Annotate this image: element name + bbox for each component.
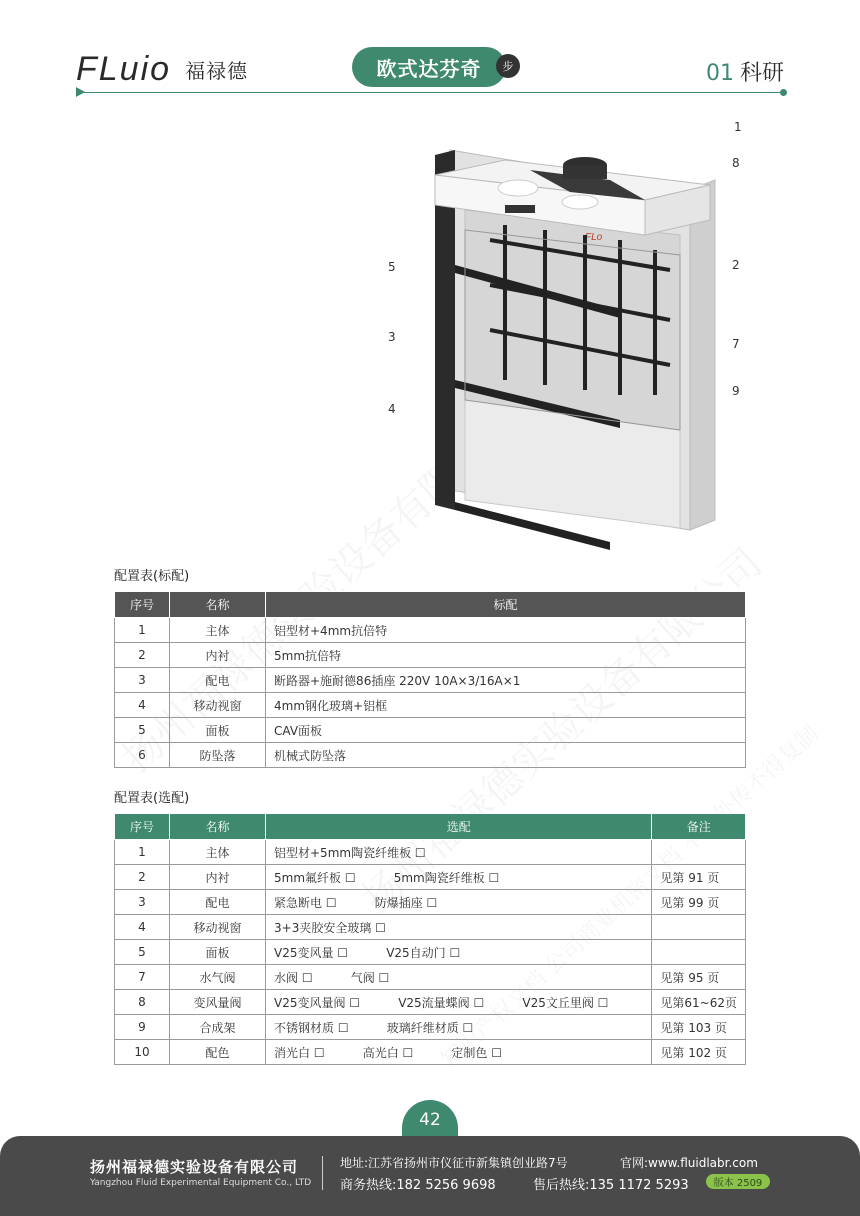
- table-cell: 水气阀: [170, 965, 266, 990]
- callout-label: 9: [732, 384, 740, 398]
- table-row: [115, 693, 746, 718]
- table-cell: 配电: [170, 890, 266, 915]
- table-cell: V25变风量 ☐ V25自动门 ☐: [266, 940, 652, 965]
- table-cell: [652, 940, 746, 965]
- table-cell: 铝型材+4mm抗倍特: [266, 618, 746, 643]
- table-row: [115, 618, 746, 643]
- table-cell: 见第 91 页: [652, 865, 746, 890]
- footer-business-hotline: 商务热线:182 5256 9698: [340, 1178, 496, 1193]
- table-cell: 防坠落: [170, 743, 266, 768]
- table-cell: 主体: [170, 840, 266, 865]
- footer-company-en: Yangzhou Fluid Experimental Equipment Co., LTD: [90, 1178, 312, 1188]
- table-cell: 配色: [170, 1040, 266, 1065]
- table-cell: [652, 915, 746, 940]
- table-cell: 见第 95 页: [652, 965, 746, 990]
- panel-brand: FLo: [585, 232, 603, 243]
- table-row: [115, 743, 746, 768]
- page-title: 欧式达芬奇: [352, 47, 506, 87]
- table-cell: 10: [115, 1040, 170, 1065]
- table-cell: 铝型材+5mm陶瓷纤维板 ☐: [266, 840, 652, 865]
- table-cell: 内衬: [170, 643, 266, 668]
- version-badge: 版本 2509: [706, 1174, 770, 1189]
- footer-service-hotline: 售后热线:135 1172 5293: [533, 1178, 689, 1193]
- column-header: 序号: [115, 592, 170, 618]
- table-row: [115, 940, 746, 965]
- table-row: [115, 668, 746, 693]
- brand-logo: [76, 50, 248, 89]
- table-cell: 1: [115, 840, 170, 865]
- table-row: [115, 915, 746, 940]
- fume-hood-drawing: [380, 110, 780, 560]
- callout-label: 8: [732, 156, 740, 170]
- standard-config-table: [114, 591, 746, 768]
- table-cell: 5mm氟纤板 ☐ 5mm陶瓷纤维板 ☐: [266, 865, 652, 890]
- table-cell: 3: [115, 890, 170, 915]
- column-header: 名称: [170, 814, 266, 840]
- table-row: [115, 840, 746, 865]
- table-cell: 5mm抗倍特: [266, 643, 746, 668]
- section-label: [706, 56, 784, 87]
- table-cell: 移动视窗: [170, 915, 266, 940]
- table-cell: 2: [115, 865, 170, 890]
- callout-label: 3: [388, 330, 396, 344]
- callout-label: 2: [732, 258, 740, 272]
- table-cell: 消光白 ☐ 高光白 ☐ 定制色 ☐: [266, 1040, 652, 1065]
- table-cell: 合成架: [170, 1015, 266, 1040]
- table-header-row: [115, 814, 746, 840]
- column-header: 选配: [266, 814, 652, 840]
- table-cell: [652, 840, 746, 865]
- table-cell: 5: [115, 718, 170, 743]
- header-dot-icon: [780, 89, 787, 96]
- footer-address: 地址:江苏省扬州市仪征市新集镇创业路7号: [340, 1156, 568, 1170]
- table-cell: 断路器+施耐德86插座 220V 10A×3/16A×1: [266, 668, 746, 693]
- table-cell: 2: [115, 643, 170, 668]
- table-row: [115, 865, 746, 890]
- table-cell: 9: [115, 1015, 170, 1040]
- callout-label: 4: [388, 402, 396, 416]
- table-cell: 7: [115, 965, 170, 990]
- footer-website[interactable]: 官网:www.fluidlabr.com: [620, 1156, 758, 1170]
- section-number: 01: [705, 61, 734, 86]
- optional-config-table: [114, 813, 746, 1065]
- table-row: [115, 643, 746, 668]
- table-cell: 移动视窗: [170, 693, 266, 718]
- column-header: 标配: [266, 592, 746, 618]
- callout-label: 7: [732, 337, 740, 351]
- callout-label: 1: [734, 120, 742, 134]
- table-cell: 6: [115, 743, 170, 768]
- table-row: [115, 1040, 746, 1065]
- table-cell: 内衬: [170, 865, 266, 890]
- column-header: 名称: [170, 592, 266, 618]
- table-cell: 见第 99 页: [652, 890, 746, 915]
- table-row: [115, 990, 746, 1015]
- table-cell: 见第61~62页: [652, 990, 746, 1015]
- table-cell: 8: [115, 990, 170, 1015]
- optional-table-title: 配置表(选配): [114, 791, 190, 806]
- callout-label: 5: [388, 260, 396, 274]
- table-cell: 机械式防坠落: [266, 743, 746, 768]
- column-header: 序号: [115, 814, 170, 840]
- table-header-row: [115, 592, 746, 618]
- page-number: 42: [402, 1100, 458, 1140]
- footer: [0, 1136, 860, 1216]
- column-header: 备注: [652, 814, 746, 840]
- table-cell: 见第 102 页: [652, 1040, 746, 1065]
- table-cell: 不锈钢材质 ☐ 玻璃纤维材质 ☐: [266, 1015, 652, 1040]
- fume-hood-illustration: [380, 110, 780, 560]
- table-cell: V25变风量阀 ☐ V25流量蝶阀 ☐ V25文丘里阀 ☐: [266, 990, 652, 1015]
- table-cell: 1: [115, 618, 170, 643]
- table-cell: CAV面板: [266, 718, 746, 743]
- table-cell: 变风量阀: [170, 990, 266, 1015]
- table-cell: 面板: [170, 940, 266, 965]
- table-cell: 5: [115, 940, 170, 965]
- table-cell: 3+3夹胶安全玻璃 ☐: [266, 915, 652, 940]
- table-cell: 4: [115, 915, 170, 940]
- footer-divider: [322, 1156, 323, 1190]
- table-row: [115, 718, 746, 743]
- table-cell: 3: [115, 668, 170, 693]
- table-cell: 配电: [170, 668, 266, 693]
- table-row: [115, 890, 746, 915]
- standard-table-title: 配置表(标配): [114, 569, 190, 584]
- header-divider: [76, 92, 784, 93]
- table-cell: 4: [115, 693, 170, 718]
- step-badge: 步: [496, 54, 520, 78]
- table-cell: 4mm钢化玻璃+铝框: [266, 693, 746, 718]
- table-cell: 见第 103 页: [652, 1015, 746, 1040]
- table-cell: 紧急断电 ☐ 防爆插座 ☐: [266, 890, 652, 915]
- logo-mark: FLuio: [76, 50, 172, 88]
- table-cell: 面板: [170, 718, 266, 743]
- logo-name: 福禄德: [185, 59, 249, 83]
- table-cell: 水阀 ☐ 气阀 ☐: [266, 965, 652, 990]
- section-name: 科研: [739, 61, 784, 86]
- table-cell: 主体: [170, 618, 266, 643]
- table-row: [115, 965, 746, 990]
- table-row: [115, 1015, 746, 1040]
- footer-company: 扬州福禄德实验设备有限公司: [90, 1158, 299, 1176]
